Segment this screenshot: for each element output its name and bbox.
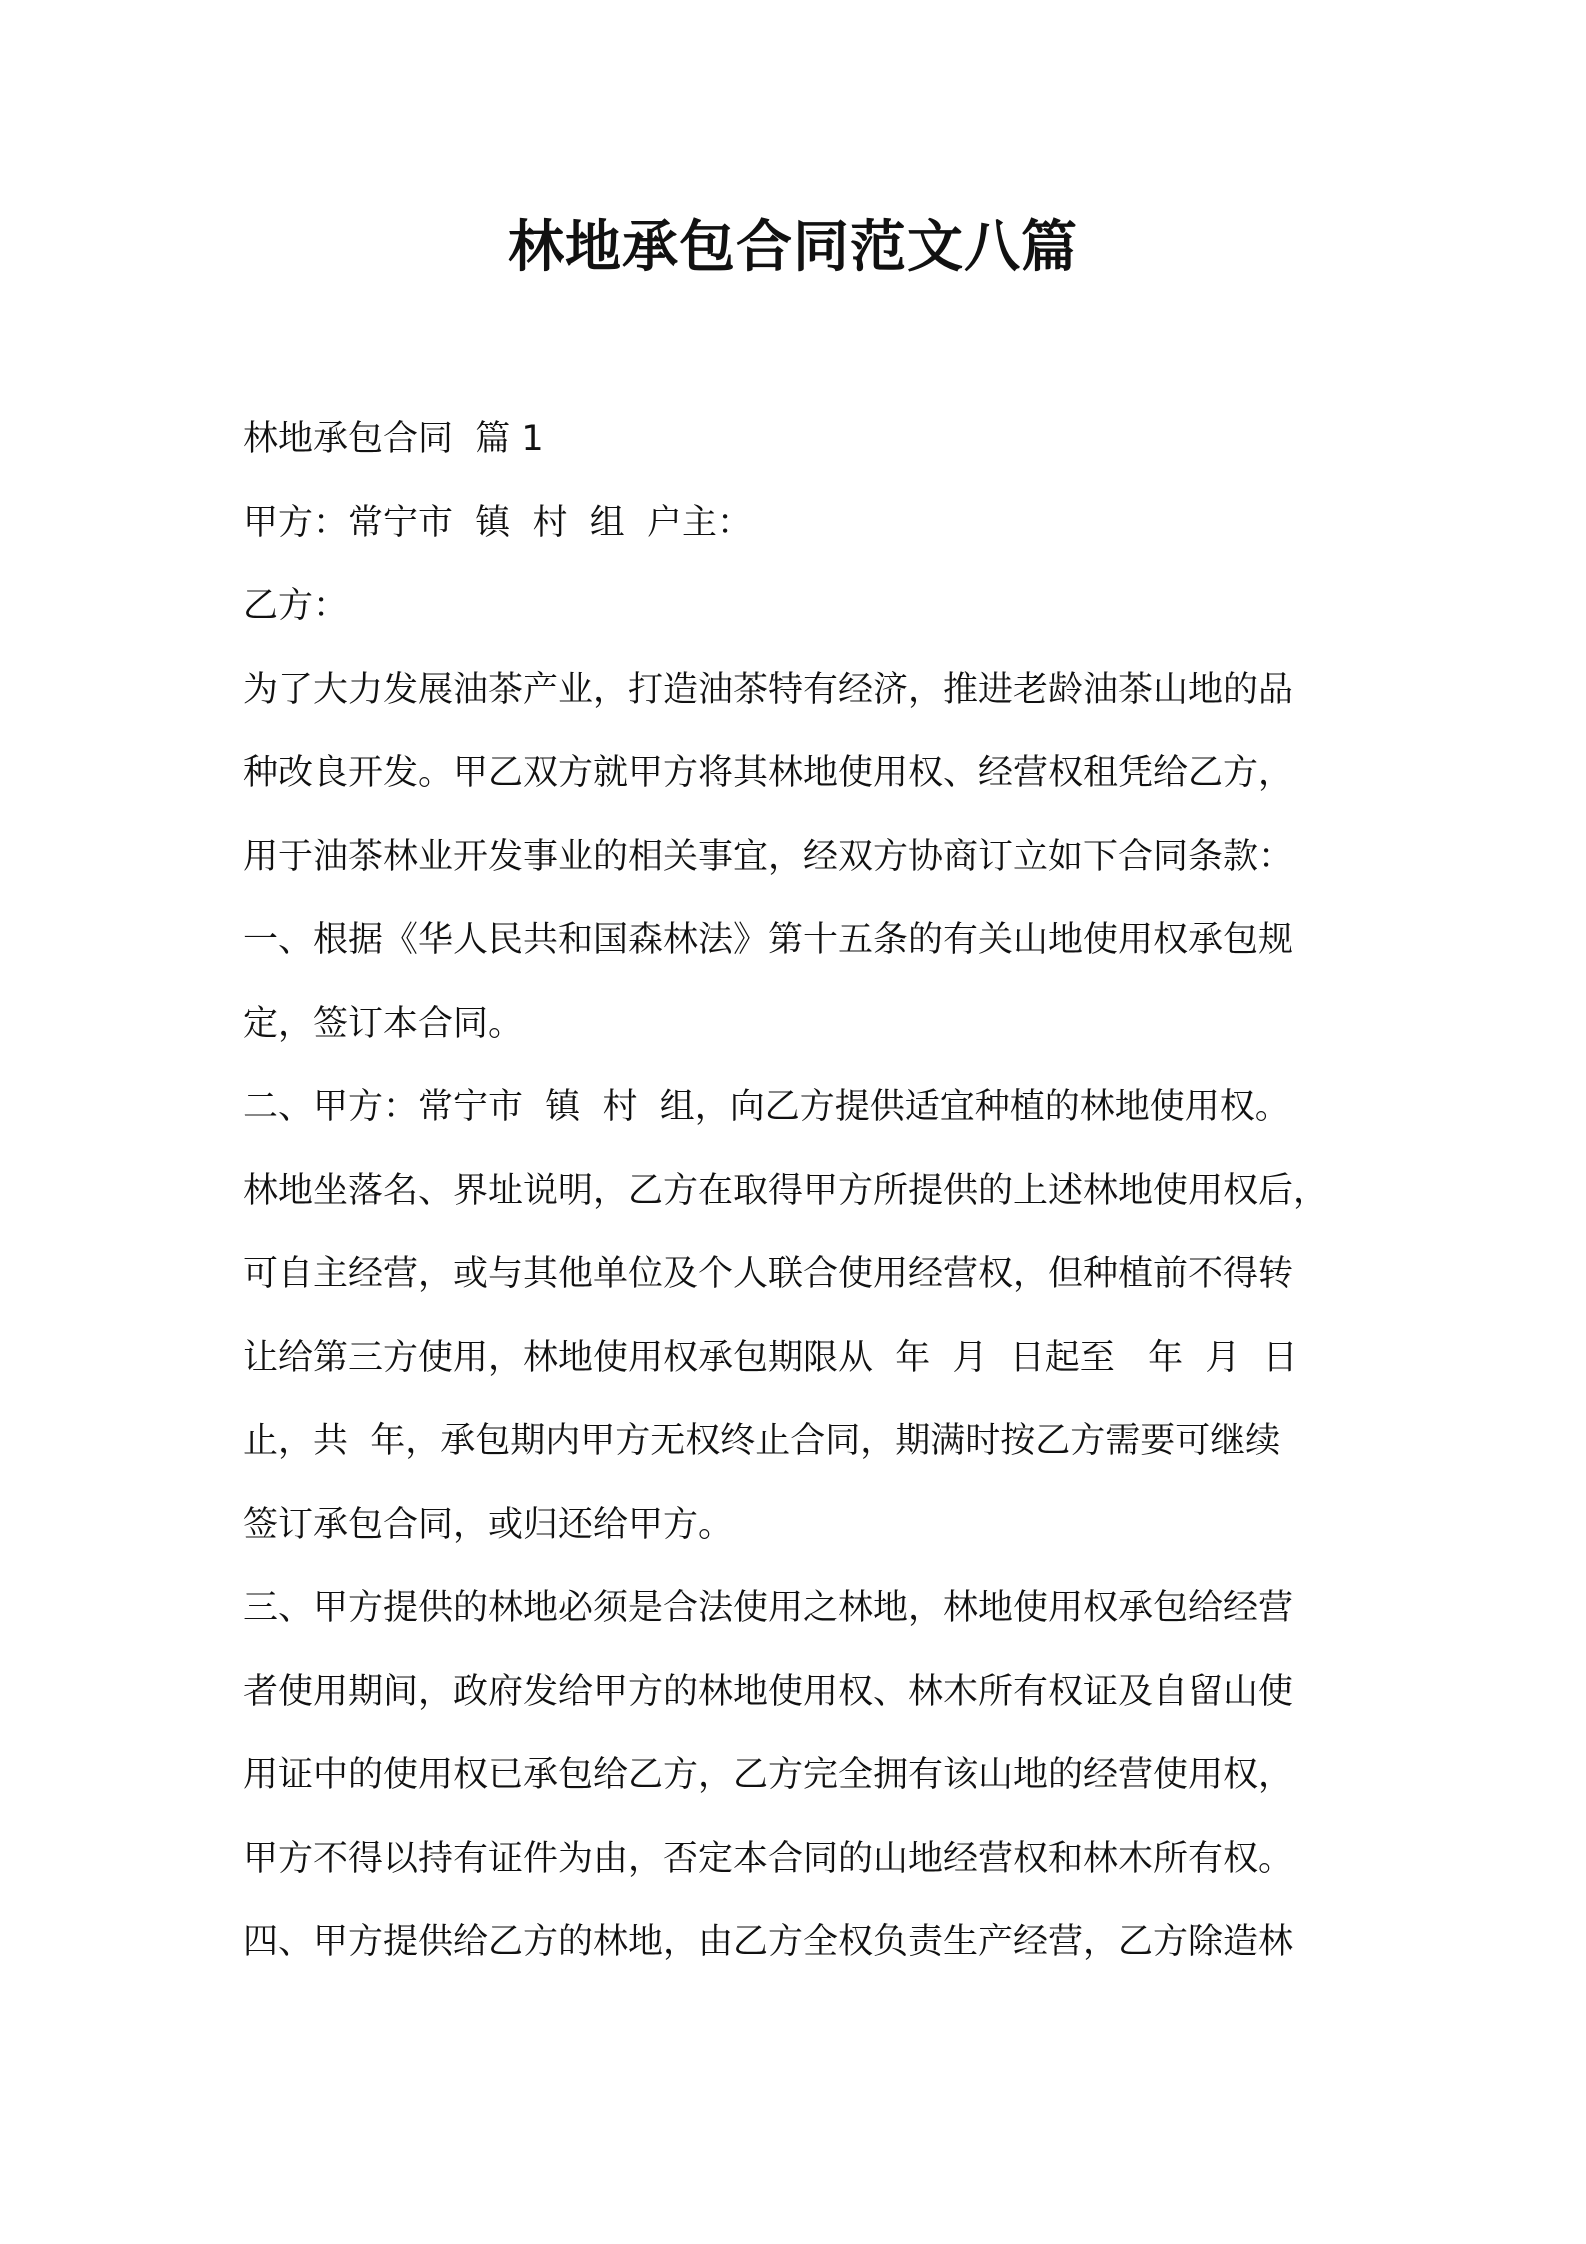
party-a-line: 甲方：常宁市 镇 村 组 户主： [243,502,753,543]
body-line: 种改良开发。甲乙双方就甲方将其林地使用权、经营权租凭给乙方， [243,753,1294,793]
clause-line: 二、甲方：常宁市 镇 村 组，向乙方提供适宜种植的林地使用权。 [243,1087,1290,1127]
clause-line: 止，共 年，承包期内甲方无权终止合同，期满时按乙方需要可继续 [243,1421,1281,1461]
document-body [243,398,1353,1985]
clause-line: 签订承包合同，或归还给甲方。 [243,1504,734,1545]
clause-line: 定，签订本合同。 [243,1003,524,1044]
clause-line: 者使用期间，政府发给甲方的林地使用权、林木所有权证及自留山使 [243,1671,1294,1712]
clause-line: 一、根据《华人民共和国森林法》第十五条的有关山地使用权承包规 [243,920,1294,960]
document-title: 林地承包合同范文八篇 [508,215,1078,280]
clause-line: 林地坐落名、界址说明，乙方在取得甲方所提供的上述林地使用权后， [243,1170,1329,1211]
clause-line: 用证中的使用权已承包给乙方，乙方完全拥有该山地的经营使用权， [243,1755,1294,1795]
clause-line: 可自主经营，或与其他单位及个人联合使用经营权，但种植前不得转 [243,1254,1294,1294]
clause-line: 甲方不得以持有证件为由，否定本合同的山地经营权和林木所有权。 [243,1838,1294,1879]
clause-line: 四、甲方提供给乙方的林地，由乙方全权负责生产经营，乙方除造林 [243,1922,1294,1962]
clause-line: 三、甲方提供的林地必须是合法使用之林地，林地使用权承包给经营 [243,1588,1294,1628]
clause-line: 让给第三方使用，林地使用权承包期限从 年 月 日起至 年 月 日 [243,1337,1298,1378]
body-line: 用于油茶林业开发事业的相关事宜，经双方协商订立如下合同条款： [243,836,1294,877]
section-heading: 林地承包合同 篇 1 [243,419,544,459]
party-b-line: 乙方： [243,586,349,626]
body-line: 为了大力发展油茶产业，打造油茶特有经济，推进老龄油茶山地的品 [243,669,1294,710]
